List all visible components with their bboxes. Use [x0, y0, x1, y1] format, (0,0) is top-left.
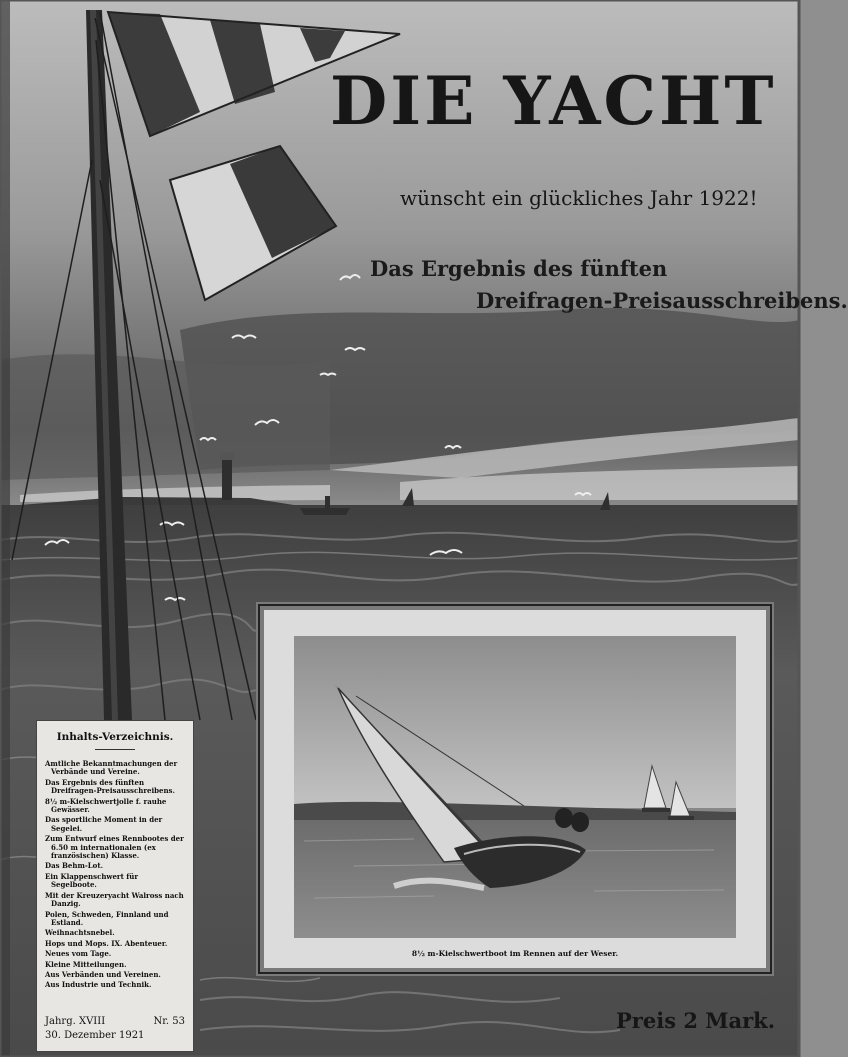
contents-item: 8½ m-Kielschwertjolle f. rauhe Gewässer.: [45, 796, 167, 815]
contents-item: Weihnachtsnebel.: [45, 928, 115, 938]
contents-item: Zum Entwurf eines Rennbootes der 6.50 m internationalen (ex französischen) Klasse.: [45, 834, 184, 861]
photo-caption: 8½ m-Kielschwertboot im Rennen auf der Weser.: [411, 949, 619, 958]
contents-item: Das sportliche Moment in der Segelei.: [45, 815, 163, 833]
contents-item: Hops und Mops. IX. Abenteuer.: [45, 938, 168, 948]
contents-item: Aus Verbänden und Vereinen.: [45, 969, 161, 979]
divider: [95, 749, 135, 750]
contents-list: [45, 760, 185, 990]
photo-frame: [256, 602, 774, 976]
contents-item: Kleine Mitteilungen.: [45, 959, 127, 969]
table-of-contents: [36, 720, 194, 1052]
headline-line-1: Das Ergebnis des fünften: [370, 256, 668, 281]
contents-item: Mit der Kreuzeryacht Walross nach Danzig.: [45, 890, 184, 909]
magazine-title: DIE YACHT: [330, 62, 777, 140]
sailboat-photo-image: [294, 636, 736, 938]
price-label: Preis 2 Mark.: [616, 1008, 776, 1033]
contents-item: Aus Industrie und Technik.: [45, 980, 152, 990]
headline-line-2: Dreifragen-Preisausschreibens.: [476, 288, 848, 313]
contents-item: Das Ergebnis des fünften Dreifragen-Preisausschreibens.: [45, 777, 175, 796]
issue-info: [45, 1015, 185, 1043]
contents-item: Polen, Schweden, Finnland und Estland.: [45, 909, 169, 927]
contents-item: Ein Klappenschwert für Segelboote.: [45, 871, 139, 890]
contents-title: Inhalts-Verzeichnis.: [56, 731, 174, 743]
issue-number: Nr. 53: [153, 1016, 185, 1027]
contents-item: Neues vom Tage.: [45, 949, 112, 959]
contents-item: Amtliche Bekanntmachungen der Verbände und Vereine.: [45, 759, 178, 777]
issue-date: 30. Dezember 1921: [45, 1030, 145, 1041]
sailboat-photo: [294, 636, 736, 938]
new-year-greeting: wünscht ein glückliches Jahr 1922!: [400, 186, 758, 210]
contents-item: Das Behm-Lot.: [45, 861, 104, 871]
volume-label: Jahrg. XVIII: [45, 1016, 106, 1027]
